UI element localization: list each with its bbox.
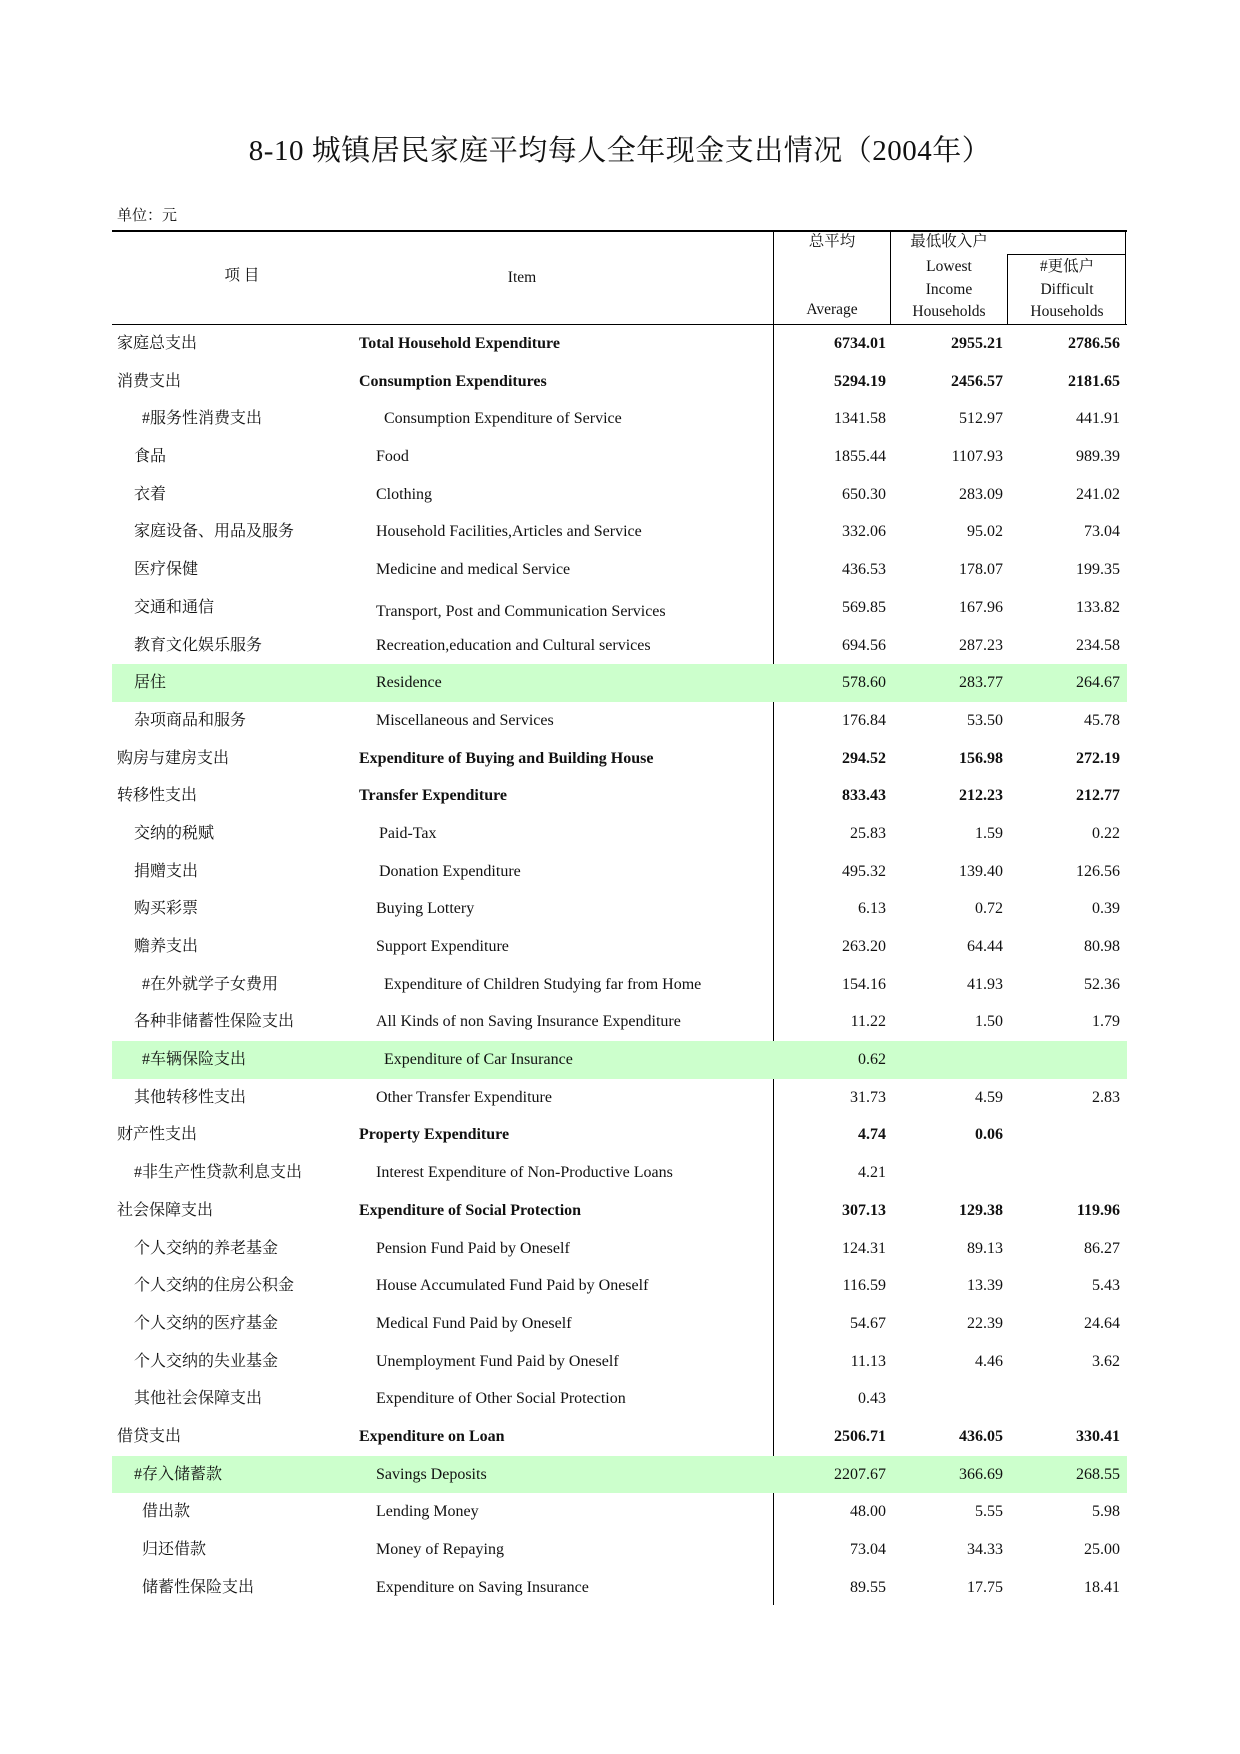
value-average: 48.00 [850, 1503, 886, 1521]
value-lowest: 89.13 [967, 1239, 1003, 1257]
row-label-cn: 转移性支出 [117, 787, 198, 805]
row-label-cn: 个人交纳的失业基金 [134, 1352, 279, 1370]
table-row [112, 1230, 1127, 1268]
table-row [112, 513, 1127, 551]
value-lowest: 0.72 [975, 900, 1003, 918]
value-difficult: 45.78 [1084, 711, 1120, 729]
value-lowest: 283.77 [959, 674, 1003, 692]
value-lowest: 17.75 [967, 1578, 1003, 1596]
value-difficult: 2181.65 [1068, 372, 1120, 390]
value-average: 332.06 [842, 523, 886, 541]
value-difficult: 0.22 [1092, 824, 1120, 842]
value-average: 154.16 [842, 975, 886, 993]
table-row-highlighted [112, 1456, 1127, 1494]
value-difficult [1008, 1380, 1120, 1418]
value-difficult: 52.36 [1084, 975, 1120, 993]
row-label-en: Lending Money [376, 1503, 479, 1521]
value-lowest: 0.06 [975, 1126, 1003, 1144]
row-label-cn: 归还借款 [142, 1541, 207, 1558]
table-row [112, 400, 1127, 438]
value-difficult: 80.98 [1084, 938, 1120, 955]
value-difficult: 18.41 [1084, 1578, 1120, 1596]
value-lowest: 41.93 [967, 975, 1003, 993]
row-label-cn: 交通和通信 [134, 598, 215, 616]
header-lowest-cn: 最低收入户 [910, 233, 988, 250]
row-label-en: Household Facilities,Articles and Service [376, 523, 642, 541]
row-label-cn: 社会保障支出 [117, 1201, 214, 1219]
row-label-en: Expenditure on Saving Insurance [376, 1578, 589, 1596]
value-lowest: 212.23 [959, 787, 1003, 805]
value-lowest: 2456.57 [951, 372, 1003, 390]
row-label-cn: 交纳的税赋 [134, 824, 215, 842]
row-label-en: Medicine and medical Service [376, 561, 571, 579]
header-lowest-en-1: Lowest [926, 258, 972, 275]
value-difficult: 24.64 [1084, 1314, 1120, 1332]
table-row [112, 476, 1127, 514]
table-row [112, 1569, 1127, 1607]
row-label-en: Expenditure of Children Studying far from Home [384, 975, 702, 993]
table-body [112, 325, 1127, 1606]
table-row [112, 1079, 1127, 1117]
value-average: 0.43 [858, 1390, 886, 1408]
value-average: 11.13 [850, 1352, 886, 1370]
value-lowest: 64.44 [967, 938, 1003, 955]
row-label-en: Consumption Expenditure of Service [384, 410, 622, 428]
value-lowest: 366.69 [959, 1465, 1003, 1483]
value-lowest: 2955.21 [951, 335, 1003, 352]
row-label-cn: #在外就学子女费用 [142, 975, 279, 993]
row-label-en: Food [376, 448, 409, 466]
row-label-cn: 家庭总支出 [117, 335, 198, 352]
value-difficult: 264.67 [1076, 674, 1120, 692]
table-row [112, 815, 1127, 853]
unit-label: 单位：元 [117, 208, 178, 224]
row-label-cn: 消费支出 [117, 372, 182, 390]
header-difficult-cn: #更低户 [1039, 258, 1095, 275]
value-average: 5294.19 [834, 372, 886, 390]
header-difficult-en-2: Households [1030, 303, 1104, 320]
row-label-en: Expenditure of Car Insurance [384, 1051, 573, 1069]
table-row [112, 1116, 1127, 1154]
row-label-cn: 赡养支出 [134, 938, 199, 955]
row-label-cn: 借贷支出 [117, 1427, 182, 1445]
value-average: 694.56 [842, 636, 886, 654]
table-row [112, 1531, 1127, 1569]
value-average: 6.13 [858, 900, 886, 918]
row-label-en: Donation Expenditure [379, 862, 521, 880]
row-label-en: Transfer Expenditure [359, 787, 508, 805]
value-difficult: 5.43 [1092, 1277, 1120, 1295]
value-lowest: 129.38 [959, 1201, 1003, 1219]
value-lowest: 436.05 [959, 1427, 1003, 1445]
value-difficult: 441.91 [1076, 410, 1120, 428]
row-label-en: Miscellaneous and Services [376, 711, 554, 729]
row-label-cn: 教育文化娱乐服务 [134, 636, 263, 654]
row-label-en: Recreation,education and Cultural services [376, 636, 651, 654]
value-average: 0.62 [858, 1051, 886, 1069]
value-average: 650.30 [842, 485, 886, 503]
row-label-cn: 储蓄性保险支出 [142, 1578, 255, 1596]
value-difficult: 330.41 [1076, 1427, 1120, 1445]
value-lowest: 1.59 [975, 824, 1003, 842]
row-label-cn: 个人交纳的养老基金 [134, 1239, 279, 1257]
value-average: 436.53 [842, 561, 886, 579]
row-label-cn: #存入储蓄款 [134, 1465, 223, 1483]
row-label-en: Expenditure of Buying and Building House [359, 749, 654, 767]
value-average: 116.59 [842, 1277, 886, 1295]
value-lowest [891, 1154, 1003, 1192]
value-difficult: 0.39 [1092, 900, 1120, 918]
value-difficult: 199.35 [1076, 561, 1120, 579]
row-label-en: Other Transfer Expenditure [376, 1088, 552, 1106]
value-lowest: 167.96 [959, 598, 1003, 616]
value-average: 307.13 [842, 1201, 886, 1219]
value-average: 25.83 [850, 824, 886, 842]
row-label-en: Residence [376, 674, 442, 692]
page-title: 8-10 城镇居民家庭平均每人全年现金支出情况（2004年） [248, 135, 992, 167]
row-label-en: Interest Expenditure of Non-Productive Loans [376, 1164, 673, 1182]
table-row [112, 1493, 1127, 1531]
value-lowest: 178.07 [959, 561, 1003, 579]
header-average-en: Average [806, 301, 858, 318]
value-average: 6734.01 [834, 335, 886, 352]
value-lowest: 5.55 [975, 1503, 1003, 1521]
value-average: 1341.58 [834, 410, 886, 428]
value-difficult: 86.27 [1084, 1239, 1120, 1257]
value-lowest: 4.59 [975, 1088, 1003, 1106]
header-average-cn: 总平均 [808, 233, 856, 250]
table-row [112, 1003, 1127, 1041]
value-lowest: 283.09 [959, 485, 1003, 503]
value-average: 11.22 [850, 1013, 886, 1031]
table-row-highlighted [112, 664, 1127, 702]
value-difficult: 73.04 [1084, 523, 1120, 541]
value-difficult: 126.56 [1076, 862, 1120, 880]
value-difficult: 133.82 [1076, 598, 1120, 616]
value-average: 569.85 [842, 598, 886, 616]
row-label-cn: #服务性消费支出 [142, 410, 263, 428]
value-lowest: 156.98 [959, 749, 1003, 767]
row-label-en: All Kinds of non Saving Insurance Expenditure [376, 1013, 681, 1031]
row-label-cn: #非生产性贷款利息支出 [134, 1164, 303, 1182]
value-lowest: 512.97 [959, 410, 1003, 428]
row-label-cn: 财产性支出 [117, 1126, 198, 1144]
value-average: 263.20 [842, 938, 886, 955]
table-row [112, 627, 1127, 665]
table-row [112, 928, 1127, 966]
row-label-cn: 衣着 [134, 485, 167, 503]
table-row [112, 1305, 1127, 1343]
value-difficult: 3.62 [1092, 1352, 1120, 1370]
header-lowest-en-2: Income [925, 281, 973, 298]
value-average: 1855.44 [834, 448, 886, 466]
table-row [112, 702, 1127, 740]
row-label-en: Total Household Expenditure [359, 335, 560, 352]
row-label-en: Pension Fund Paid by Oneself [376, 1239, 570, 1257]
table-row [112, 1343, 1127, 1381]
value-average: 31.73 [850, 1088, 886, 1106]
table-row [112, 1267, 1127, 1305]
value-lowest: 13.39 [967, 1277, 1003, 1295]
table-row [112, 966, 1127, 1004]
table-row [112, 325, 1127, 363]
value-average: 4.74 [858, 1126, 886, 1144]
value-difficult: 1.79 [1092, 1013, 1120, 1031]
value-average: 833.43 [842, 787, 886, 805]
row-label-cn: 其他社会保障支出 [134, 1390, 263, 1408]
row-label-cn: 个人交纳的医疗基金 [134, 1314, 279, 1332]
value-lowest [891, 1041, 1003, 1079]
table-row [112, 853, 1127, 891]
row-label-en: Property Expenditure [359, 1126, 510, 1144]
row-label-cn: 食品 [134, 448, 167, 466]
row-label-cn: 医疗保健 [134, 561, 199, 579]
row-label-en: Support Expenditure [376, 938, 509, 955]
header-item-cn: 项 目 [224, 267, 260, 284]
row-label-cn: 杂项商品和服务 [134, 711, 247, 729]
row-label-cn: 借出款 [142, 1503, 191, 1521]
row-label-en: Paid-Tax [379, 824, 437, 842]
row-label-cn: 家庭设备、用品及服务 [134, 523, 295, 541]
value-lowest [891, 1380, 1003, 1418]
row-label-en: Savings Deposits [376, 1465, 487, 1483]
table-row-highlighted [112, 1041, 1127, 1079]
row-label-cn: 购买彩票 [134, 900, 199, 918]
value-lowest: 1.50 [975, 1013, 1003, 1031]
value-lowest: 53.50 [967, 711, 1003, 729]
table-row [112, 740, 1127, 778]
value-difficult: 989.39 [1076, 448, 1120, 466]
row-label-en: House Accumulated Fund Paid by Oneself [376, 1277, 649, 1295]
row-label-cn: 其他转移性支出 [134, 1088, 247, 1106]
value-average: 89.55 [850, 1578, 886, 1596]
table-row [112, 1380, 1127, 1418]
header-lowest-en-3: Households [912, 303, 986, 320]
value-difficult: 119.96 [1076, 1201, 1120, 1219]
row-label-en: Consumption Expenditures [359, 372, 547, 390]
value-average: 124.31 [842, 1239, 886, 1257]
row-label-en: Medical Fund Paid by Oneself [376, 1314, 572, 1332]
value-average: 4.21 [858, 1164, 886, 1182]
row-label-en: Expenditure of Social Protection [359, 1201, 582, 1219]
value-difficult: 268.55 [1076, 1465, 1120, 1483]
value-average: 176.84 [842, 711, 886, 729]
header-difficult-en-1: Difficult [1040, 281, 1094, 298]
row-label-cn: #车辆保险支出 [142, 1051, 247, 1069]
row-label-en: Unemployment Fund Paid by Oneself [376, 1352, 619, 1370]
row-label-cn: 各种非储蓄性保险支出 [134, 1013, 295, 1031]
value-lowest: 139.40 [959, 862, 1003, 880]
table-row [112, 438, 1127, 476]
value-difficult: 25.00 [1084, 1541, 1120, 1558]
value-difficult: 2786.56 [1068, 335, 1120, 352]
value-average: 578.60 [842, 674, 886, 692]
value-lowest: 1107.93 [951, 448, 1003, 466]
table-row [112, 551, 1127, 589]
value-average: 294.52 [842, 749, 886, 767]
table-row [112, 777, 1127, 815]
row-label-cn: 个人交纳的住房公积金 [134, 1277, 295, 1295]
row-label-en: Transport, Post and Communication Services [376, 602, 666, 620]
expenditure-table [112, 230, 1127, 1605]
row-label-en: Money of Repaying [376, 1541, 504, 1558]
value-lowest: 34.33 [967, 1541, 1003, 1558]
value-lowest: 287.23 [959, 636, 1003, 654]
value-difficult [1008, 1116, 1120, 1154]
value-difficult: 272.19 [1076, 749, 1120, 767]
row-label-en: Expenditure on Loan [359, 1427, 505, 1445]
value-difficult [1008, 1041, 1120, 1079]
value-average: 2207.67 [834, 1465, 886, 1483]
table-row [112, 1418, 1127, 1456]
header-item-en: Item [507, 269, 537, 286]
value-average: 495.32 [842, 862, 886, 880]
table-row [112, 890, 1127, 928]
row-label-cn: 购房与建房支出 [117, 749, 230, 767]
table-row [112, 1154, 1127, 1192]
row-label-en: Clothing [376, 485, 433, 503]
value-average: 73.04 [850, 1541, 886, 1558]
value-difficult: 2.83 [1092, 1088, 1120, 1106]
table-row [112, 1192, 1127, 1230]
value-difficult: 234.58 [1076, 636, 1120, 654]
row-label-cn: 居住 [134, 674, 167, 692]
value-lowest: 4.46 [975, 1352, 1003, 1370]
value-lowest: 22.39 [967, 1314, 1003, 1332]
value-difficult: 241.02 [1076, 485, 1120, 503]
table-row [112, 363, 1127, 401]
value-difficult: 5.98 [1092, 1503, 1120, 1521]
value-difficult: 212.77 [1076, 787, 1120, 805]
row-label-en: Expenditure of Other Social Protection [376, 1390, 626, 1408]
table-row [112, 589, 1127, 627]
row-label-cn: 捐赠支出 [134, 862, 199, 880]
value-average: 54.67 [850, 1314, 886, 1332]
value-difficult [1008, 1154, 1120, 1192]
row-label-en: Buying Lottery [376, 900, 475, 918]
value-lowest: 95.02 [967, 523, 1003, 541]
value-average: 2506.71 [834, 1427, 886, 1445]
